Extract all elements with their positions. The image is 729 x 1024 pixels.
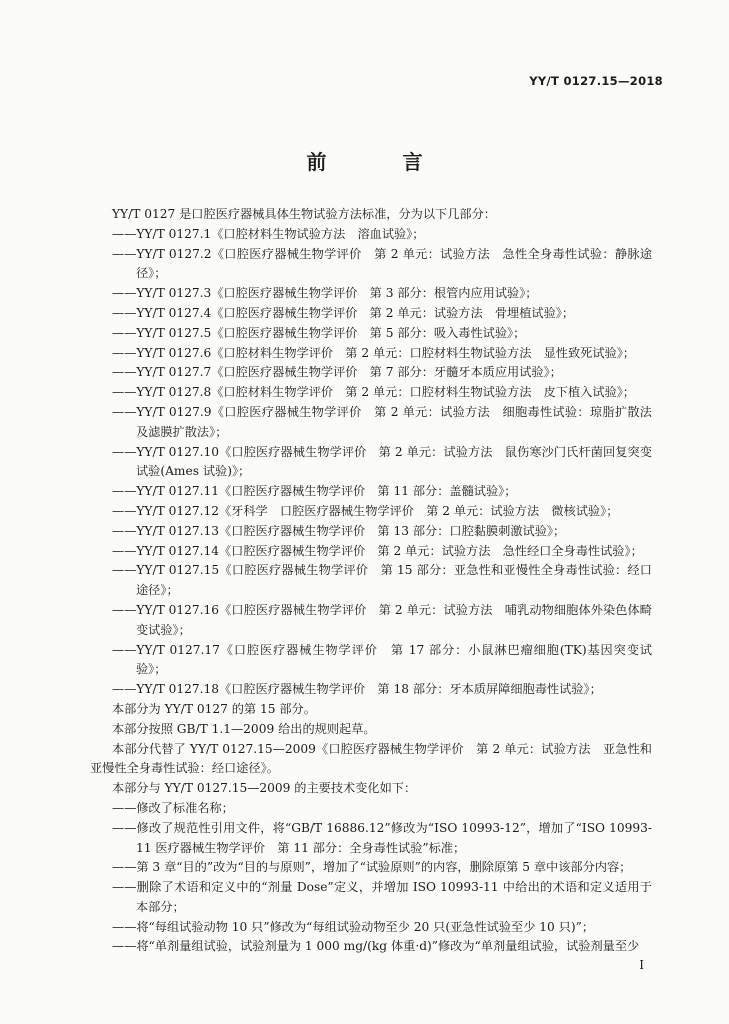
page-title: 前 言	[306, 150, 451, 174]
intro-paragraph: YY/T 0127 是口腔医疗器械具体生物试验方法标准，分为以下几部分：	[112, 207, 496, 221]
list-item: ——YY/T 0127.18《口腔医疗器械生物学评价 第 18 部分：牙本质屏障细胞毒性试验》；	[112, 682, 602, 697]
list-item: ——修改了规范性引用文件，将“GB/T 16886.12”修改为“ISO 10993-12”，增加了“ISO 10993-11 医疗器械生物学评价 第 11 部分：全身毒性试验”标准；	[112, 820, 652, 855]
list-item: ——YY/T 0127.13《口腔医疗器械生物学评价 第 13 部分：口腔黏膜刺激试验》；	[112, 523, 566, 538]
page-number: I	[639, 958, 644, 972]
list-item: ——YY/T 0127.12《牙科学 口腔医疗器械生物学评价 第 2 单元：试验方法 微核试验》；	[112, 503, 619, 518]
list-item: ——将“单剂量组试验，试验剂量为 1 000 mg/(kg 体重·d)”修改为“单剂量组试验，试验剂量至少	[112, 939, 640, 954]
list-item: ——YY/T 0127.8《口腔材料生物学评价 第 2 单元：口腔材料生物试验方法 皮下植入试验》；	[112, 385, 635, 400]
list-item: ——将“每组试验动物 10 只”修改为“每组试验动物至少 20 只(亚急性试验至少 10 只)”；	[112, 919, 595, 934]
list-item: ——修改了标准名称；	[112, 800, 234, 815]
paragraph: 本部分为 YY/T 0127 的第 15 部分。	[112, 701, 316, 716]
list-item: ——YY/T 0127.9《口腔医疗器械生物学评价 第 2 单元：试验方法 细胞毒性试验：琼脂扩散法及滤膜扩散法》；	[112, 404, 652, 439]
parts-list	[112, 225, 652, 700]
list-item: ——YY/T 0127.4《口腔医疗器械生物学评价 第 2 单元：试验方法 骨埋植试验》；	[112, 305, 575, 320]
foreword-body	[90, 205, 652, 957]
list-item: ——YY/T 0127.15《口腔医疗器械生物学评价 第 15 部分：亚急性和亚慢性全身毒性试验：经口途径》；	[112, 563, 652, 598]
paragraph: 本部分按照 GB/T 1.1—2009 给出的规则起草。	[112, 721, 376, 736]
list-item: ——YY/T 0127.11《口腔医疗器械生物学评价 第 11 部分：盖髓试验》；	[112, 484, 517, 499]
list-item: ——YY/T 0127.6《口腔材料生物学评价 第 2 单元：口腔材料生物试验方法 显性致死试验》；	[112, 345, 635, 360]
list-item: ——YY/T 0127.10《口腔医疗器械生物学评价 第 2 单元：试验方法 鼠伤寒沙门氏杆菌回复突变试验(Ames 试验)》；	[112, 444, 652, 479]
list-item: ——YY/T 0127.1《口腔材料生物试验方法 溶血试验》；	[112, 226, 425, 241]
list-item: ——YY/T 0127.5《口腔医疗器械生物学评价 第 5 部分：吸入毒性试验》；	[112, 325, 526, 340]
paragraph: 本部分代替了 YY/T 0127.15—2009《口腔医疗器械生物学评价 第 2 单元：试验方法 亚急性和亚慢性全身毒性试验：经口途径》。	[90, 741, 652, 776]
list-item: ——YY/T 0127.3《口腔医疗器械生物学评价 第 3 部分：根管内应用试验》；	[112, 286, 538, 301]
list-item: ——YY/T 0127.2《口腔医疗器械生物学评价 第 2 单元：试验方法 急性全身毒性试验：静脉途径》；	[112, 246, 652, 281]
standard-code: YY/T 0127.15—2018	[529, 74, 663, 88]
paragraph: 本部分与 YY/T 0127.15—2009 的主要技术变化如下：	[112, 781, 417, 796]
list-item: ——YY/T 0127.7《口腔医疗器械生物学评价 第 7 部分：牙髓牙本质应用试验》；	[112, 365, 562, 380]
list-item: ——删除了术语和定义中的“剂量 Dose”定义，并增加 ISO 10993-11 中给出的术语和定义适用于本部分；	[112, 880, 652, 914]
list-item: ——YY/T 0127.17《口腔医疗器械生物学评价 第 17 部分：小鼠淋巴瘤细胞(TK)基因突变试验》；	[112, 642, 652, 677]
list-item: ——YY/T 0127.14《口腔医疗器械生物学评价 第 2 单元：试验方法 急性经口全身毒性试验》；	[112, 543, 643, 558]
changes-list	[112, 799, 652, 957]
list-item: ——YY/T 0127.16《口腔医疗器械生物学评价 第 2 单元：试验方法 哺乳动物细胞体外染色体畸变试验》；	[112, 602, 652, 637]
list-item: ——第 3 章“目的”改为“目的与原则”，增加了“试验原则”的内容，删除原第 5 章中该部分内容；	[112, 860, 632, 875]
